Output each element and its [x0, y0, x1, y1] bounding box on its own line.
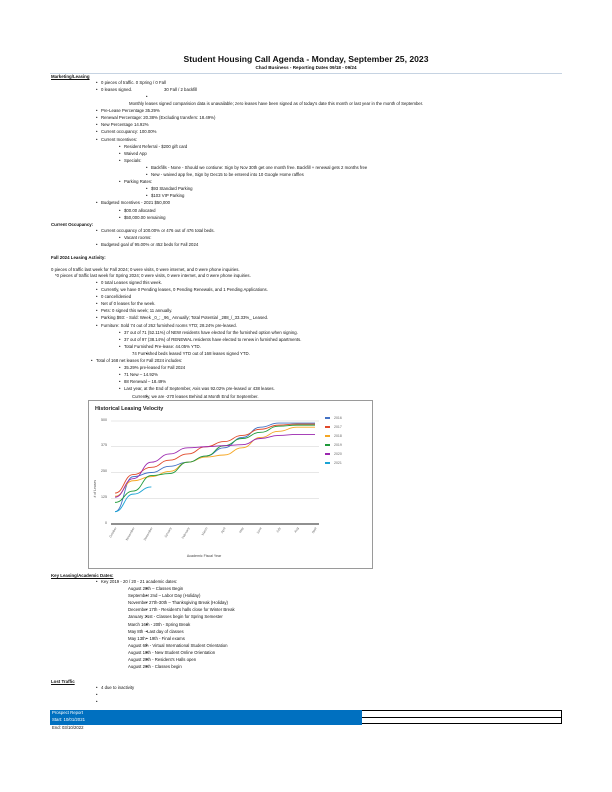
- furniture-text: 37 out of 71 (52.11%) of NEW residents have elected for the furnished option when signing.: [124, 329, 298, 335]
- legend-item: [325, 435, 342, 439]
- list-item: [101, 152, 423, 159]
- budget-item-text: $50,000.00 remaining: [124, 214, 166, 220]
- vacant-rooms-text: Vacant rooms:: [124, 235, 152, 241]
- x-tick: Aug: [293, 526, 300, 534]
- x-tick: December: [143, 526, 154, 542]
- x-tick: October: [108, 526, 118, 539]
- activity-text: 0 cancel/denied: [101, 294, 132, 300]
- x-tick: January: [162, 526, 173, 539]
- date-text: December 17th - Resident's halls close for Winter Break: [128, 607, 235, 613]
- traffic-spring-line: *0 pieces of traffic last week for Spring 2024; 0 were visits, 0 were internet, and 0 were phone inquiries.: [55, 273, 251, 278]
- activity-text: Pets: 0 signed this week; 11 annually.: [101, 308, 173, 314]
- x-tick: July: [274, 526, 282, 534]
- list-item: [101, 81, 423, 88]
- list-item: [101, 700, 134, 707]
- budget-goal-text: Budgeted goal of 95.00% or 452 beds for Fall 2024: [101, 242, 199, 248]
- legend-swatch: [325, 444, 330, 445]
- date-text: May 13th - 19th - Final exams: [128, 635, 185, 641]
- list-item: [101, 686, 134, 693]
- legend-item: [325, 426, 342, 430]
- date-text: September 2nd – Labor Day (Holiday): [128, 593, 201, 599]
- list-item: [101, 180, 423, 187]
- parking-text: $103 VIP Parking: [151, 193, 185, 199]
- section-heading-occupancy: Current Occupancy:: [51, 222, 94, 227]
- dates-list: [101, 580, 235, 672]
- page-title: Student Housing Call Agenda - Monday, September 25, 2023: [183, 54, 429, 64]
- furniture-text: 37 out of 97 (38.14%) of RENEWAL residents have elected to renew in furnished apartments.: [124, 336, 302, 342]
- list-item: [101, 116, 423, 123]
- date-text: January 21st - Classes begin for Spring Semester: [128, 614, 223, 620]
- leasing-velocity-chart: [88, 400, 373, 569]
- traffic-text: 0 pieces of traffic. 0 Spring / 0 Fall: [101, 80, 166, 85]
- legend-swatch: [325, 453, 330, 454]
- list-item: [101, 187, 423, 194]
- legend-item: [325, 462, 342, 466]
- marketing-list: [101, 81, 423, 223]
- special-text: New - waived app fee, Sign by Dec15 to be entered into 10 Google Home raffles: [151, 172, 304, 178]
- date-text: August 20th - Resident's Halls open: [128, 657, 197, 663]
- occupancy-list: [101, 229, 215, 250]
- chart-x-label: Academic Fiscal Year: [186, 554, 222, 558]
- x-tick: Sept: [310, 526, 318, 535]
- incentives-label: Current Incentives:: [101, 136, 138, 142]
- y-tick: 0: [105, 521, 107, 525]
- occupancy-current-text: Current occupancy of 100.00% or 476 out of 476 total beds.: [101, 228, 215, 233]
- total-net-text: Total of 168 net leases for Fall 2024 includes:: [96, 358, 183, 364]
- parking-text: $93 Standard Parking: [151, 186, 193, 192]
- special-text: Backfills - None - Should we contiune: Sign by Nov 30th get one month free. Backfill + renewal gets 2 months free: [151, 164, 368, 170]
- activity-text: Parking $93: - Sold: Week _0_; _96_ Annually; Total Potential _288_/_33.33%_ Leased.: [101, 315, 269, 321]
- prospect-report-label: Prospect Report: [52, 710, 84, 715]
- new-percentage-text: New Percentage 14.92%: [101, 122, 149, 128]
- activity-text: Net of 0 leases for the week.: [101, 301, 156, 307]
- y-tick: 375: [101, 443, 107, 447]
- total-sub-text: 35.29% pre-leased for Fall 2024: [124, 365, 186, 371]
- total-sub-text: 71 New – 14.92%: [124, 372, 158, 378]
- pre-lease-text: Pre-Lease Percentage 35.29%: [101, 108, 160, 114]
- prospect-report-band: [50, 710, 362, 725]
- y-tick: 125: [101, 495, 107, 499]
- date-text: May 8th - Last day of classes: [128, 628, 184, 634]
- section-heading-dates: Key Leasing/Academic Dates:: [51, 573, 114, 578]
- prospect-report-table: [362, 710, 562, 724]
- legend-swatch: [325, 435, 330, 436]
- x-tick: November: [124, 526, 136, 542]
- y-tick: 500: [101, 418, 107, 422]
- list-item: [101, 130, 423, 137]
- leases-signed-text: 0 leases signed.: [101, 87, 133, 93]
- legend-label: 2020: [334, 452, 342, 456]
- legend-swatch: [325, 417, 330, 418]
- x-tick: June: [256, 526, 264, 535]
- lost-traffic-list: [101, 686, 134, 707]
- legend-swatch: [325, 426, 330, 427]
- x-tick: April: [220, 526, 227, 535]
- series-line-2018: [115, 427, 315, 496]
- fall-activity-list: [96, 280, 302, 402]
- dates-key-text: Key 2019 - 20 / 20 - 21 academic dates:: [101, 579, 178, 584]
- legend-label: 2018: [334, 434, 342, 438]
- date-text: August 26th - Classes begin: [128, 664, 182, 670]
- series-line-2017: [115, 424, 315, 493]
- leases-signed-detail: 30 Fall / 2 backfill: [164, 87, 198, 93]
- section-heading-lost-traffic: Lost Traffic: [51, 679, 75, 684]
- parking-label: Parking Rates:: [124, 179, 153, 185]
- behind-text: Currently, we are -270 leases Behind at Month End for September.: [132, 393, 259, 399]
- incentive-text: Resident Referral - $200 gift card: [124, 143, 188, 149]
- date-text: August 18th - New Student Online Orientation: [128, 649, 216, 655]
- activity-text: Currently, we have 0 Pending leases, 0 Pending Renewals, and 1 Pending Applications.: [101, 287, 268, 293]
- total-sub-text: 88 Renewal – 18.49%: [124, 379, 167, 385]
- legend-item: [325, 453, 342, 457]
- traffic-fall-line: 0 pieces of traffic last week for Fall 2024; 0 were visits, 0 were internet, and 0 were phone inquiries.: [51, 267, 240, 272]
- lost-traffic-text: 4 due to inactivity: [101, 685, 135, 690]
- list-item: [101, 216, 423, 223]
- date-text: August 6th - Virtual International Student Orientation: [128, 642, 228, 648]
- table-border: [362, 710, 562, 711]
- prospect-report-end: End: 03/10/2022: [52, 725, 84, 730]
- activity-text: 0 total Leases signed this week.: [101, 280, 162, 285]
- x-tick: February: [180, 526, 191, 540]
- furnished-beds-text: 74 Furnished beds leased YTD out of 168 leases signed YTD.: [132, 350, 250, 356]
- furniture-text: Total Furnished Pre-lease: 44.05% YTD.: [124, 343, 201, 349]
- x-tick: March: [200, 526, 209, 537]
- date-text: August 28th – Classes Begin: [128, 586, 184, 592]
- list-item: [101, 88, 423, 95]
- legend-swatch: [325, 462, 330, 463]
- table-row-divider: [362, 717, 561, 718]
- section-heading-marketing: Marketing/Leasing: [51, 74, 90, 79]
- prospect-report-start: Start: 10/01/2021: [52, 717, 85, 722]
- legend-label: 2019: [334, 443, 342, 447]
- title-divider: [50, 73, 562, 74]
- y-tick: 250: [101, 469, 107, 473]
- legend-item: [325, 417, 342, 421]
- series-line-2019: [115, 425, 315, 502]
- date-text: November 27th-30th – Thanksgiving Break (Holiday): [128, 600, 228, 606]
- legend-label: 2021: [334, 461, 342, 465]
- comparison-note-text: Monthly leases signed comparision data is unavailable; zero leases have been signed as of today's date this month or last year in the month of September.: [129, 101, 424, 107]
- budget-item-text: $00.00 allocated: [124, 207, 156, 213]
- activity-text: Furniture: Sold 74 out of 262 furnished rooms YTD; 28.24% pre-leased.: [101, 322, 237, 328]
- legend-label: 2017: [334, 425, 342, 429]
- legend-item: [325, 444, 342, 448]
- total-sub-text: Last year, at the End of September, Axis was 92.02% pre-leased or 438 leases.: [124, 386, 275, 392]
- renewal-text: Renewal Percentage: 20.38% (Excluding transfers: 18.49%): [101, 115, 216, 121]
- date-text: March 16th - 20th - Spring Break: [128, 621, 191, 627]
- list-item: [101, 665, 235, 672]
- list-item: [101, 693, 134, 700]
- incentive-text: Specials:: [124, 157, 142, 163]
- legend-label: 2016: [334, 416, 342, 420]
- x-tick: May: [238, 526, 245, 534]
- budgeted-text: Budgeted Incentives - 2021 $50,000: [101, 200, 171, 206]
- chart-y-label: # of Leases: [93, 479, 98, 498]
- incentive-text: Waived App: [124, 150, 147, 156]
- section-heading-fall-activity: Fall 2024 Leasing Activity:: [51, 255, 106, 260]
- page-subtitle: Chad Business - Reporting Dates 09/18 - 09/24: [255, 65, 357, 70]
- list-item: [101, 145, 423, 152]
- occupancy-text: Current occupancy: 100.00%: [101, 129, 157, 135]
- list-item: [101, 243, 215, 250]
- chart-title: Historical Leasing Velocity: [95, 406, 164, 412]
